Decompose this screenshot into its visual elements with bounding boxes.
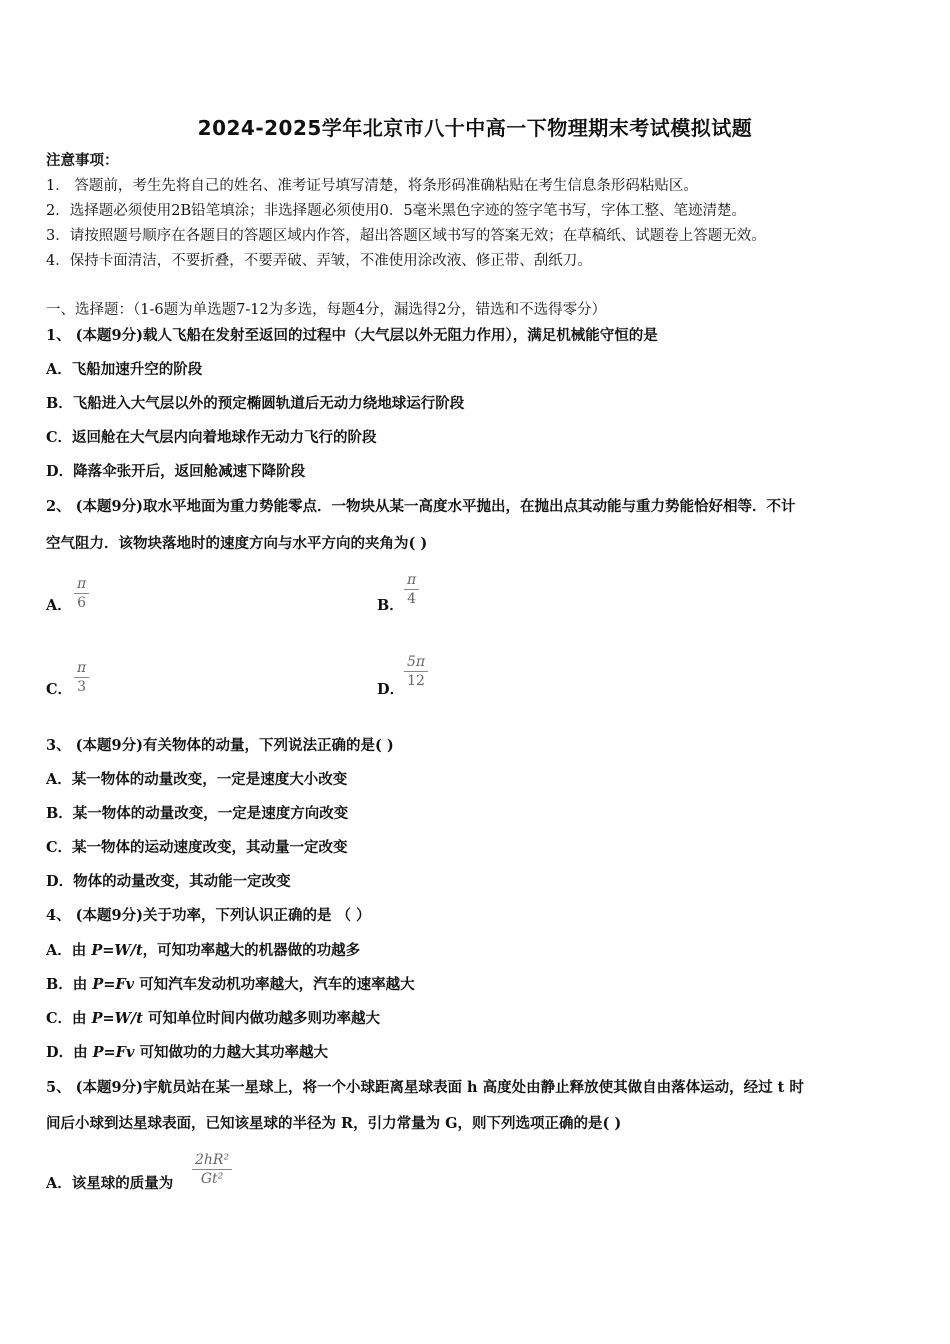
q4-option-a [46, 941, 360, 961]
q5-stem-line1: 5、 (本题9分)宇航员站在某一星球上，将一个小球距离星球表面 h 高度处由静止释放使其做自由落体运动，经过 t 时 [46, 1079, 804, 1096]
q2-b-denominator: 4 [407, 591, 417, 607]
q2-option-c-fraction [74, 659, 89, 696]
q2-option-a-label: A． [46, 597, 72, 614]
notice-item-2: 2．选择题必须使用2B铅笔填涂；非选择题必须使用0．5毫米黑色字迹的签字笔书写，字体工整、笔迹清楚。 [46, 203, 747, 219]
q3-option-b: B．某一物体的动量改变，一定是速度方向改变 [46, 805, 349, 822]
q4-c-prefix: C．由 [46, 1010, 92, 1027]
notice-item-1: 1． 答题前，考生先将自己的姓名、准考证号填写清楚，将条形码准确粘贴在考生信息条形码粘贴区。 [46, 178, 698, 194]
q1-stem: 1、 (本题9分)载人飞船在发射至返回的过程中（大气层以外无阻力作用），满足机械能守恒的是 [46, 327, 658, 344]
q5-option-a-fraction [192, 1151, 232, 1188]
q4-a-text: ，可知功率越大的机器做的功越多 [142, 942, 361, 959]
q2-a-numerator: π [77, 576, 87, 592]
q2-c-numerator: π [77, 660, 87, 676]
q1-option-d: D．降落伞张开后，返回舱减速下降阶段 [46, 463, 306, 480]
q2-a-denominator: 6 [77, 595, 87, 611]
notice-heading: 注意事项： [46, 152, 119, 169]
q2-stem-line1: 2、 (本题9分)取水平地面为重力势能零点．一物块从某一高度水平抛出，在抛出点其动能与重力势能恰好相等．不计 [46, 498, 796, 515]
notice-item-4: 4．保持卡面清洁，不要折叠，不要弄破、弄皱，不准使用涂改液、修正带、刮纸刀。 [46, 253, 592, 269]
q4-c-formula: P=W/t [91, 1010, 143, 1027]
q2-option-b-label: B． [377, 597, 404, 614]
q1-option-c: C．返回舱在大气层内向着地球作无动力飞行的阶段 [46, 429, 377, 446]
q1-option-b: B．飞船进入大气层以外的预定椭圆轨道后无动力绕地球运行阶段 [46, 395, 465, 412]
notice-item-3: 3．请按照题号顺序在各题目的答题区域内作答，超出答题区域书写的答案无效；在草稿纸、试题卷上答题无效。 [46, 228, 766, 244]
section-heading: 一、选择题：（1-6题为单选题7-12为多选，每题4分，漏选得2分，错选和不选得零分） [46, 302, 607, 318]
q4-a-prefix: A．由 [46, 942, 92, 959]
q2-option-b-fraction [404, 571, 419, 608]
q2-option-c-label: C． [46, 681, 73, 698]
q2-option-d-fraction [404, 653, 428, 690]
q4-option-c [46, 1009, 380, 1029]
q2-d-numerator: 5π [407, 654, 426, 670]
q2-option-a-fraction [74, 575, 89, 612]
q3-stem: 3、 (本题9分)有关物体的动量，下列说法正确的是( ) [46, 737, 394, 754]
q3-option-a: A．某一物体的动量改变，一定是速度大小改变 [46, 771, 348, 788]
q1-option-a: A．飞船加速升空的阶段 [46, 361, 203, 378]
page-title: 2024-2025学年北京市八十中高一下物理期末考试模拟试题 [197, 116, 753, 140]
q5-a-numerator: 2hR² [195, 1152, 230, 1168]
q3-option-d: D．物体的动量改变，其动能一定改变 [46, 873, 291, 890]
q2-c-denominator: 3 [77, 679, 87, 695]
q4-d-text: 可知做功的力越大其功率越大 [134, 1044, 328, 1061]
q2-d-denominator: 12 [407, 673, 425, 689]
q5-stem-line2: 间后小球到达星球表面，已知该星球的半径为 R，引力常量为 G，则下列选项正确的是( ) [46, 1115, 622, 1132]
q4-c-text: 可知单位时间内做功越多则功率越大 [142, 1010, 380, 1027]
q4-d-formula: P=Fv [92, 1044, 135, 1061]
q5-option-a-text: A．该星球的质量为 [46, 1175, 174, 1192]
q4-option-d [46, 1043, 328, 1063]
q4-b-formula: P=Fv [92, 976, 135, 993]
q4-d-prefix: D．由 [46, 1044, 93, 1061]
q2-stem-line2: 空气阻力．该物块落地时的速度方向与水平方向的夹角为( ) [46, 535, 428, 552]
q3-option-c: C．某一物体的运动速度改变，其动量一定改变 [46, 839, 348, 856]
q4-option-b [46, 975, 415, 995]
q4-a-formula: P=W/t [91, 942, 143, 959]
q2-option-d-label: D． [377, 681, 405, 698]
q4-b-prefix: B．由 [46, 976, 93, 993]
q4-stem: 4、 (本题9分)关于功率，下列认识正确的是 （ ） [46, 907, 371, 924]
q5-a-denominator: Gt² [200, 1171, 224, 1187]
q4-b-text: 可知汽车发动机功率越大，汽车的速率越大 [134, 976, 415, 993]
q2-b-numerator: π [407, 572, 417, 588]
